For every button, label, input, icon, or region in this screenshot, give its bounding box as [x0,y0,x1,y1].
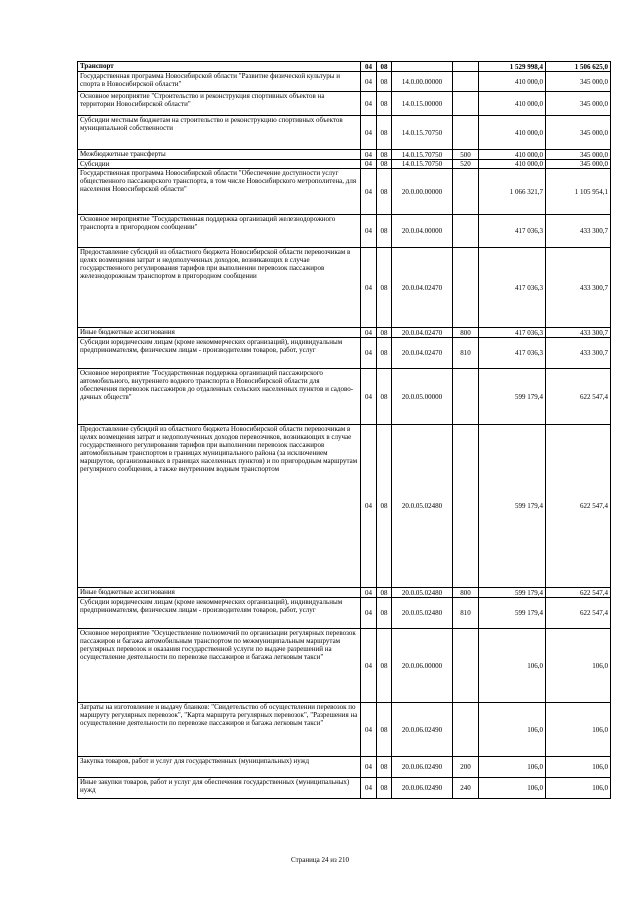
amount-year2-cell: 622 547,4 [546,369,611,425]
subsection-code-cell: 08 [377,248,392,328]
expense-type-cell [453,369,479,425]
subsection-code-cell: 08 [377,425,392,588]
subsection-code-cell: 08 [377,703,392,757]
section-code-cell: 04 [361,169,377,215]
target-article-cell: 20.0.06.02490 [392,778,453,799]
section-code-cell: 04 [361,629,377,703]
amount-year2-cell: 1 105 954,1 [546,169,611,215]
budget-table [77,61,611,799]
target-article-cell: 14.0.15.70750 [392,160,453,169]
amount-year1-cell: 1 529 998,4 [479,62,546,72]
expense-type-cell: 240 [453,778,479,799]
amount-year2-cell: 622 547,4 [546,598,611,629]
target-article-cell: 14.0.15.00000 [392,92,453,116]
amount-year1-cell: 106,0 [479,778,546,799]
amount-year1-cell: 599 179,4 [479,598,546,629]
expense-type-cell: 200 [453,757,479,778]
target-article-cell: 14.0.00.00000 [392,72,453,92]
target-article-cell: 14.0.15.70750 [392,116,453,150]
table-row [78,160,611,169]
subsection-code-cell: 08 [377,215,392,248]
subsection-code-cell: 08 [377,629,392,703]
section-code-cell: 04 [361,425,377,588]
expense-type-cell [453,116,479,150]
row-name-cell: Субсидии юридическим лицам (кроме некоммерческих организаций), индивидуальным предпринимателям, физическим лицам - производителям товаров, работ, услуг [78,598,361,629]
expense-type-cell [453,62,479,72]
row-name-cell: Государственная программа Новосибирской области "Обеспечение доступности услуг общественного пассажирского транспорта, в том числе Новосибирского метрополитена, для населения Новосибирской области" [78,169,361,215]
amount-year1-cell: 599 179,4 [479,425,546,588]
row-name-cell: Иные бюджетные ассигнования [78,328,361,338]
expense-type-cell: 800 [453,588,479,598]
target-article-cell: 20.0.04.02470 [392,328,453,338]
subsection-code-cell: 08 [377,338,392,369]
target-article-cell: 20.0.04.00000 [392,215,453,248]
amount-year1-cell: 106,0 [479,757,546,778]
target-article-cell: 20.0.05.00000 [392,369,453,425]
amount-year2-cell: 1 506 625,0 [546,62,611,72]
row-name-cell: Затраты на изготовление и выдачу бланков: "Свидетельство об осуществлении перевозок по маршруту регулярных перевозок", "Карта маршрута регулярных перевозок", "Разрешения на осуществление деятельности по перевозке пассажиров и багажа легковым такси" [78,703,361,757]
table-row [78,629,611,703]
expense-type-cell: 800 [453,328,479,338]
target-article-cell: 20.0.05.02480 [392,588,453,598]
amount-year2-cell: 106,0 [546,703,611,757]
expense-type-cell [453,215,479,248]
expense-type-cell: 500 [453,150,479,160]
amount-year2-cell: 345 000,0 [546,92,611,116]
subsection-code-cell: 08 [377,62,392,72]
table-row [78,116,611,150]
expense-type-cell [453,629,479,703]
amount-year2-cell: 622 547,4 [546,425,611,588]
section-code-cell: 04 [361,328,377,338]
table-row [78,338,611,369]
table-row [78,588,611,598]
row-name-cell: Транспорт [78,62,361,72]
table-row [78,369,611,425]
subsection-code-cell: 08 [377,160,392,169]
row-name-cell: Иные закупки товаров, работ и услуг для обеспечения государственных (муниципальных) нужд [78,778,361,799]
section-code-cell: 04 [361,248,377,328]
section-code-cell: 04 [361,757,377,778]
row-name-cell: Межбюджетные трансферты [78,150,361,160]
expense-type-cell: 810 [453,598,479,629]
amount-year1-cell: 1 066 321,7 [479,169,546,215]
expense-type-cell [453,169,479,215]
amount-year1-cell: 417 036,3 [479,328,546,338]
subsection-code-cell: 08 [377,150,392,160]
row-name-cell: Субсидии юридическим лицам (кроме некоммерческих организаций), индивидуальным предпринимателям, физическим лицам - производителям товаров, работ, услуг [78,338,361,369]
expense-type-cell [453,248,479,328]
subsection-code-cell: 08 [377,169,392,215]
subsection-code-cell: 08 [377,588,392,598]
row-name-cell: Субсидии [78,160,361,169]
target-article-cell: 20.0.06.02490 [392,703,453,757]
amount-year1-cell: 410 000,0 [479,160,546,169]
row-name-cell: Основное мероприятие "Государственная поддержка организаций железнодорожного транспорта в пригородном сообщении" [78,215,361,248]
row-name-cell: Основное мероприятие "Строительство и реконструкция спортивных объектов на территории Новосибирской области" [78,92,361,116]
amount-year1-cell: 599 179,4 [479,588,546,598]
target-article-cell: 20.0.04.02470 [392,338,453,369]
page-number: Страница 24 из 210 [291,856,349,864]
amount-year1-cell: 599 179,4 [479,369,546,425]
amount-year1-cell: 106,0 [479,703,546,757]
amount-year1-cell: 417 036,3 [479,248,546,328]
section-code-cell: 04 [361,215,377,248]
expense-type-cell [453,72,479,92]
table-row [78,598,611,629]
table-row [78,328,611,338]
amount-year2-cell: 345 000,0 [546,116,611,150]
amount-year2-cell: 345 000,0 [546,160,611,169]
table-row [78,757,611,778]
expense-type-cell [453,92,479,116]
target-article-cell: 20.0.00.00000 [392,169,453,215]
subsection-code-cell: 08 [377,328,392,338]
amount-year1-cell: 410 000,0 [479,92,546,116]
subsection-code-cell: 08 [377,778,392,799]
amount-year2-cell: 433 300,7 [546,328,611,338]
section-code-cell: 04 [361,338,377,369]
subsection-code-cell: 08 [377,72,392,92]
row-name-cell: Основное мероприятие "Государственная поддержка организаций пассажирского автомобильного, внутреннего водного транспорта в Новосибирской области для обеспечения перевозок пассажиров до отдаленных сельских населенных пунктов и садово-дачных обществ" [78,369,361,425]
table-row [78,703,611,757]
table-row [78,92,611,116]
target-article-cell: 20.0.05.02480 [392,598,453,629]
amount-year1-cell: 410 000,0 [479,150,546,160]
amount-year2-cell: 433 300,7 [546,338,611,369]
amount-year2-cell: 433 300,7 [546,215,611,248]
section-code-cell: 04 [361,62,377,72]
target-article-cell: 20.0.04.02470 [392,248,453,328]
section-code-cell: 04 [361,150,377,160]
target-article-cell: 20.0.05.02480 [392,425,453,588]
amount-year1-cell: 106,0 [479,629,546,703]
row-name-cell: Субсидии местным бюджетам на строительство и реконструкцию спортивных объектов муниципальной собственности [78,116,361,150]
amount-year2-cell: 345 000,0 [546,150,611,160]
table-row [78,62,611,72]
section-code-cell: 04 [361,92,377,116]
table-row [78,778,611,799]
amount-year2-cell: 106,0 [546,629,611,703]
table-row [78,72,611,92]
expense-type-cell [453,703,479,757]
row-name-cell: Предоставление субсидий из областного бюджета Новосибирской области перевозчикам в целях возмещения затрат и недополученных доходов, возникающих в случае государственного регулирования тарифов при выполнении перевозок пассажиров железнодорожным транспортом в пригородном сообщении [78,248,361,328]
amount-year2-cell: 106,0 [546,757,611,778]
section-code-cell: 04 [361,116,377,150]
section-code-cell: 04 [361,369,377,425]
table-row [78,248,611,328]
table-row [78,169,611,215]
amount-year1-cell: 417 036,3 [479,338,546,369]
amount-year1-cell: 410 000,0 [479,72,546,92]
row-name-cell: Предоставление субсидий из областного бюджета Новосибирской области перевозчикам в целях возмещения затрат и недополученных доходов перевозчиков, возникающих в случае государственного регулирования тарифов при выполнении перевозок пассажиров автомобильным транспортом в границах муниципального района (за исключением маршрутов, организованных в границах населенных пунктов) и по пригородным маршрутам регулярного сообщения, а также внутренним водным транспортом [78,425,361,588]
subsection-code-cell: 08 [377,598,392,629]
amount-year1-cell: 410 000,0 [479,116,546,150]
row-name-cell: Иные бюджетные ассигнования [78,588,361,598]
amount-year2-cell: 345 000,0 [546,72,611,92]
table-row [78,425,611,588]
expense-type-cell: 520 [453,160,479,169]
amount-year1-cell: 417 036,3 [479,215,546,248]
section-code-cell: 04 [361,72,377,92]
expense-type-cell: 810 [453,338,479,369]
target-article-cell: 14.0.15.70750 [392,150,453,160]
section-code-cell: 04 [361,588,377,598]
section-code-cell: 04 [361,598,377,629]
amount-year2-cell: 433 300,7 [546,248,611,328]
row-name-cell: Государственная программа Новосибирской области "Развитие физической культуры и спорта в Новосибирской области" [78,72,361,92]
section-code-cell: 04 [361,778,377,799]
amount-year2-cell: 622 547,4 [546,588,611,598]
section-code-cell: 04 [361,160,377,169]
subsection-code-cell: 08 [377,116,392,150]
section-code-cell: 04 [361,703,377,757]
row-name-cell: Закупка товаров, работ и услуг для государственных (муниципальных) нужд [78,757,361,778]
subsection-code-cell: 08 [377,757,392,778]
row-name-cell: Основное мероприятие "Осуществление полномочий по организации регулярных перевозок пассажиров и багажа автомобильным транспортом по межмуниципальным маршрутам регулярных перевозок и оказания государственной услуги по выдаче разрешений на осуществление деятельности по перевозке пассажиров и багажа легковым такси" [78,629,361,703]
target-article-cell [392,62,453,72]
subsection-code-cell: 08 [377,92,392,116]
target-article-cell: 20.0.06.00000 [392,629,453,703]
subsection-code-cell: 08 [377,369,392,425]
target-article-cell: 20.0.06.02490 [392,757,453,778]
amount-year2-cell: 106,0 [546,778,611,799]
table-row [78,215,611,248]
table-row [78,150,611,160]
expense-type-cell [453,425,479,588]
